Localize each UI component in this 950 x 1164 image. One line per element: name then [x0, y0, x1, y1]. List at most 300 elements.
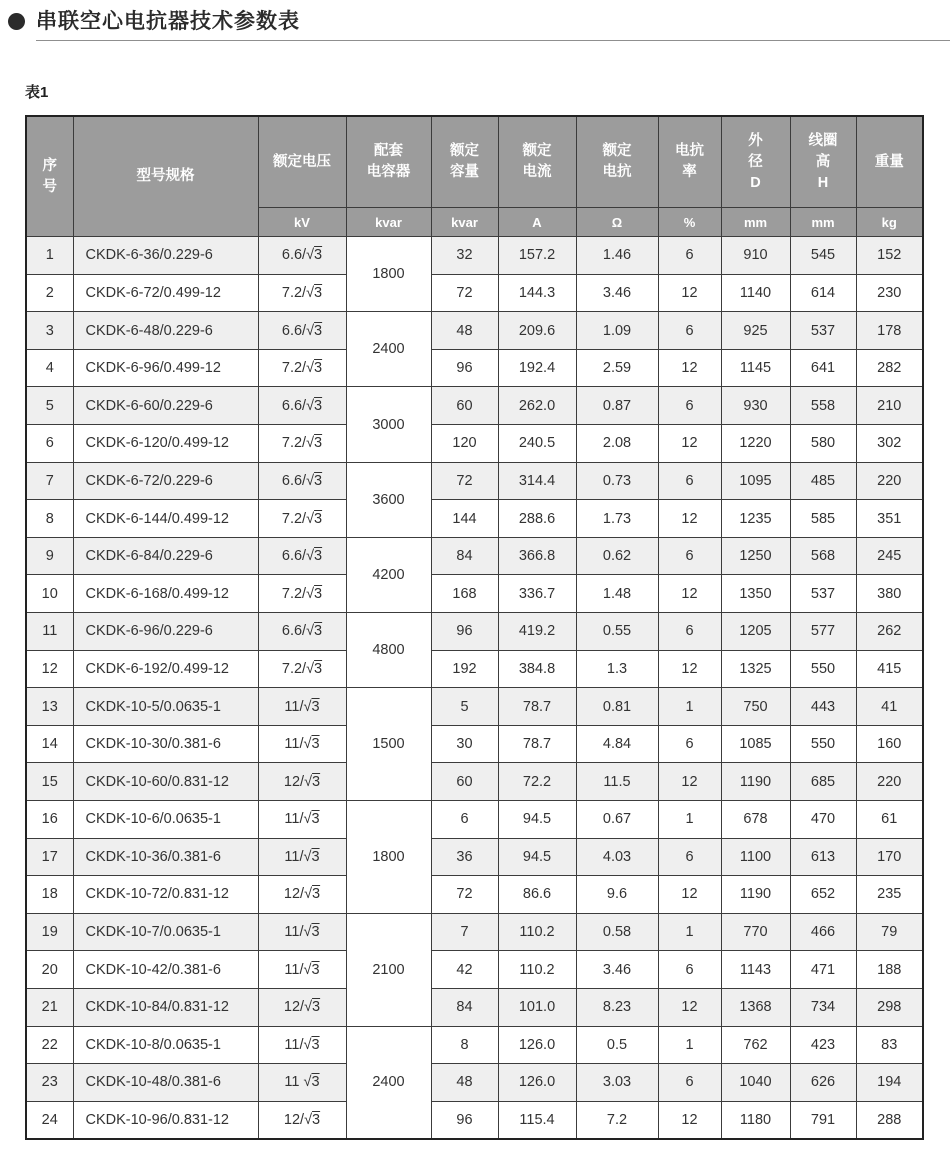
header-line: 序 [42, 157, 57, 174]
cell-model-spec: CKDK-10-96/0.831-12 [73, 1101, 258, 1139]
cell-reactance-rate: 12 [658, 1101, 721, 1139]
voltage-value: 11 [284, 1074, 304, 1091]
sqrt-icon: √ [303, 848, 312, 865]
table-row [26, 425, 923, 463]
voltage-value: 11/ [284, 1036, 304, 1053]
voltage-value: 6.6/ [281, 548, 307, 565]
cell-matching-capacitor: 3000 [346, 387, 431, 462]
header-line: 型号规格 [136, 168, 195, 185]
cell-outer-diameter: 1190 [721, 763, 790, 801]
sqrt-icon: √ [306, 472, 315, 489]
cell-rated-reactance: 4.03 [576, 838, 658, 876]
cell-weight: 79 [856, 913, 923, 951]
cell-rated-capacity: 32 [431, 237, 498, 275]
cell-reactance-rate: 12 [658, 274, 721, 312]
cell-rated-current: 314.4 [498, 462, 576, 500]
sqrt-radicand: 3 [314, 660, 323, 677]
voltage-value: 11/ [284, 736, 304, 753]
cell-rated-reactance: 3.46 [576, 274, 658, 312]
cell-rated-voltage [258, 274, 346, 312]
col-header-capacity [431, 116, 498, 208]
header-line: 重量 [874, 153, 904, 170]
cell-model-spec: CKDK-6-168/0.499-12 [73, 575, 258, 613]
sqrt-icon: √ [306, 284, 315, 301]
cell-rated-reactance: 3.46 [576, 951, 658, 989]
table-row [26, 575, 923, 613]
cell-model-spec: CKDK-6-192/0.499-12 [73, 650, 258, 688]
col-header-weight [856, 116, 923, 208]
cell-rated-capacity: 84 [431, 988, 498, 1026]
cell-rated-current: 78.7 [498, 725, 576, 763]
sqrt-icon: √ [303, 961, 312, 978]
cell-model-spec: CKDK-10-84/0.831-12 [73, 988, 258, 1026]
cell-rated-capacity: 5 [431, 688, 498, 726]
cell-rated-voltage [258, 988, 346, 1026]
cell-rated-voltage [258, 500, 346, 538]
cell-model-spec: CKDK-10-36/0.381-6 [73, 838, 258, 876]
sqrt-icon: √ [303, 1036, 312, 1053]
cell-serial-number: 12 [26, 650, 73, 688]
table-row [26, 312, 923, 350]
cell-serial-number: 22 [26, 1026, 73, 1064]
col-header-current [498, 116, 576, 208]
header-line: D [750, 174, 761, 191]
cell-rated-voltage [258, 913, 346, 951]
cell-outer-diameter: 1085 [721, 725, 790, 763]
header-row-labels [26, 116, 923, 208]
voltage-value: 12/ [283, 1112, 305, 1129]
page-title: 串联空心电抗器技术参数表 [36, 10, 300, 33]
cell-coil-height: 471 [790, 951, 856, 989]
cell-rated-reactance: 8.23 [576, 988, 658, 1026]
cell-rated-current: 144.3 [498, 274, 576, 312]
cell-rated-voltage [258, 763, 346, 801]
cell-rated-voltage [258, 951, 346, 989]
cell-rated-reactance: 9.6 [576, 876, 658, 914]
cell-rated-current: 336.7 [498, 575, 576, 613]
cell-rated-current: 86.6 [498, 876, 576, 914]
cell-weight: 188 [856, 951, 923, 989]
cell-weight: 220 [856, 763, 923, 801]
sqrt-radicand: 3 [314, 548, 323, 565]
cell-outer-diameter: 678 [721, 801, 790, 839]
voltage-value: 11/ [284, 698, 304, 715]
table-row [26, 537, 923, 575]
cell-serial-number: 1 [26, 237, 73, 275]
cell-coil-height: 485 [790, 462, 856, 500]
cell-outer-diameter: 1220 [721, 425, 790, 463]
cell-outer-diameter: 1190 [721, 876, 790, 914]
cell-model-spec: CKDK-6-72/0.229-6 [73, 462, 258, 500]
table-row [26, 237, 923, 275]
cell-matching-capacitor: 1800 [346, 237, 431, 312]
voltage-value: 6.6/ [281, 247, 307, 264]
sqrt-radicand: 3 [311, 924, 320, 941]
cell-rated-current: 94.5 [498, 838, 576, 876]
cell-rated-capacity: 7 [431, 913, 498, 951]
cell-model-spec: CKDK-10-48/0.381-6 [73, 1064, 258, 1102]
sqrt-icon: √ [304, 773, 313, 790]
unit-kg: kg [856, 208, 923, 237]
cell-outer-diameter: 1180 [721, 1101, 790, 1139]
cell-outer-diameter: 1205 [721, 613, 790, 651]
cell-rated-voltage [258, 462, 346, 500]
cell-reactance-rate: 12 [658, 349, 721, 387]
cell-outer-diameter: 910 [721, 237, 790, 275]
cell-reactance-rate: 6 [658, 237, 721, 275]
unit-ohm: Ω [576, 208, 658, 237]
cell-rated-current: 262.0 [498, 387, 576, 425]
cell-reactance-rate: 6 [658, 1064, 721, 1102]
cell-rated-current: 78.7 [498, 688, 576, 726]
sqrt-icon: √ [304, 886, 313, 903]
cell-coil-height: 652 [790, 876, 856, 914]
sqrt-radicand: 3 [311, 811, 320, 828]
sqrt-radicand: 3 [314, 360, 323, 377]
cell-outer-diameter: 1140 [721, 274, 790, 312]
cell-rated-capacity: 96 [431, 613, 498, 651]
unit-kv: kV [258, 208, 346, 237]
cell-reactance-rate: 12 [658, 425, 721, 463]
cell-reactance-rate: 6 [658, 312, 721, 350]
cell-weight: 298 [856, 988, 923, 1026]
cell-coil-height: 550 [790, 725, 856, 763]
cell-model-spec: CKDK-6-60/0.229-6 [73, 387, 258, 425]
header-line: 额定 [602, 143, 632, 160]
cell-serial-number: 24 [26, 1101, 73, 1139]
col-header-height [790, 116, 856, 208]
cell-reactance-rate: 1 [658, 801, 721, 839]
sqrt-icon: √ [306, 360, 315, 377]
cell-rated-capacity: 72 [431, 876, 498, 914]
header-line: 额定 [450, 143, 479, 160]
cell-weight: 230 [856, 274, 923, 312]
col-header-reactance [576, 116, 658, 208]
unit-kvar-capacitor: kvar [346, 208, 431, 237]
cell-rated-voltage [258, 876, 346, 914]
cell-serial-number: 9 [26, 537, 73, 575]
sqrt-icon: √ [306, 548, 315, 565]
cell-coil-height: 685 [790, 763, 856, 801]
voltage-value: 11/ [284, 924, 304, 941]
cell-weight: 380 [856, 575, 923, 613]
cell-rated-current: 126.0 [498, 1064, 576, 1102]
cell-reactance-rate: 6 [658, 462, 721, 500]
cell-rated-capacity: 120 [431, 425, 498, 463]
header-line: 电抗 [675, 143, 704, 160]
sqrt-radicand: 3 [311, 698, 320, 715]
cell-rated-voltage [258, 613, 346, 651]
voltage-value: 7.2/ [281, 284, 307, 301]
table-row [26, 349, 923, 387]
cell-rated-current: 209.6 [498, 312, 576, 350]
cell-rated-reactance: 0.55 [576, 613, 658, 651]
header-line: 线圈 [808, 132, 838, 149]
cell-coil-height: 734 [790, 988, 856, 1026]
cell-rated-reactance: 4.84 [576, 725, 658, 763]
cell-reactance-rate: 12 [658, 575, 721, 613]
cell-reactance-rate: 6 [658, 613, 721, 651]
voltage-value: 12/ [283, 773, 305, 790]
cell-outer-diameter: 1368 [721, 988, 790, 1026]
cell-rated-capacity: 48 [431, 1064, 498, 1102]
cell-reactance-rate: 12 [658, 988, 721, 1026]
sqrt-icon: √ [306, 660, 315, 677]
cell-weight: 351 [856, 500, 923, 538]
sqrt-icon: √ [303, 736, 312, 753]
cell-coil-height: 626 [790, 1064, 856, 1102]
cell-rated-current: 110.2 [498, 951, 576, 989]
cell-model-spec: CKDK-10-5/0.0635-1 [73, 688, 258, 726]
cell-rated-current: 366.8 [498, 537, 576, 575]
cell-model-spec: CKDK-10-6/0.0635-1 [73, 801, 258, 839]
unit-mm-height: mm [790, 208, 856, 237]
sqrt-radicand: 3 [311, 1074, 320, 1091]
cell-reactance-rate: 6 [658, 951, 721, 989]
cell-outer-diameter: 925 [721, 312, 790, 350]
cell-reactance-rate: 6 [658, 725, 721, 763]
cell-model-spec: CKDK-6-36/0.229-6 [73, 237, 258, 275]
cell-rated-current: 384.8 [498, 650, 576, 688]
table-label: 表1 [25, 84, 49, 102]
cell-serial-number: 17 [26, 838, 73, 876]
cell-serial-number: 3 [26, 312, 73, 350]
cell-rated-reactance: 7.2 [576, 1101, 658, 1139]
cell-weight: 160 [856, 725, 923, 763]
cell-weight: 245 [856, 537, 923, 575]
sqrt-radicand: 3 [311, 848, 320, 865]
cell-rated-current: 94.5 [498, 801, 576, 839]
sqrt-icon: √ [306, 322, 315, 339]
sqrt-radicand: 3 [311, 1036, 320, 1053]
col-header-rate [658, 116, 721, 208]
cell-rated-reactance: 0.58 [576, 913, 658, 951]
cell-rated-voltage [258, 425, 346, 463]
table-row [26, 1064, 923, 1102]
table-row [26, 500, 923, 538]
cell-model-spec: CKDK-10-72/0.831-12 [73, 876, 258, 914]
table-row [26, 688, 923, 726]
cell-rated-current: 110.2 [498, 913, 576, 951]
table-row [26, 801, 923, 839]
cell-rated-voltage [258, 838, 346, 876]
cell-serial-number: 10 [26, 575, 73, 613]
table-row [26, 650, 923, 688]
cell-weight: 288 [856, 1101, 923, 1139]
header-line: 径 [748, 153, 763, 170]
cell-rated-voltage [258, 1101, 346, 1139]
cell-serial-number: 18 [26, 876, 73, 914]
col-header-model [73, 116, 258, 237]
cell-rated-capacity: 30 [431, 725, 498, 763]
cell-weight: 152 [856, 237, 923, 275]
cell-rated-reactance: 0.81 [576, 688, 658, 726]
table-row [26, 838, 923, 876]
header-line: 率 [682, 164, 697, 181]
cell-reactance-rate: 12 [658, 650, 721, 688]
cell-rated-capacity: 48 [431, 312, 498, 350]
cell-model-spec: CKDK-10-7/0.0635-1 [73, 913, 258, 951]
cell-weight: 83 [856, 1026, 923, 1064]
cell-reactance-rate: 1 [658, 1026, 721, 1064]
cell-coil-height: 545 [790, 237, 856, 275]
cell-weight: 235 [856, 876, 923, 914]
table-row [26, 274, 923, 312]
cell-reactance-rate: 12 [658, 763, 721, 801]
table-row [26, 1026, 923, 1064]
voltage-value: 6.6/ [281, 397, 307, 414]
cell-serial-number: 7 [26, 462, 73, 500]
cell-rated-capacity: 36 [431, 838, 498, 876]
cell-outer-diameter: 1250 [721, 537, 790, 575]
cell-weight: 194 [856, 1064, 923, 1102]
cell-serial-number: 8 [26, 500, 73, 538]
cell-outer-diameter: 750 [721, 688, 790, 726]
voltage-value: 7.2/ [281, 585, 307, 602]
cell-rated-voltage [258, 725, 346, 763]
cell-serial-number: 20 [26, 951, 73, 989]
header-line: 外 [748, 132, 763, 149]
table-row [26, 763, 923, 801]
cell-outer-diameter: 1095 [721, 462, 790, 500]
cell-rated-current: 240.5 [498, 425, 576, 463]
cell-model-spec: CKDK-6-144/0.499-12 [73, 500, 258, 538]
sqrt-radicand: 3 [311, 961, 320, 978]
cell-rated-current: 126.0 [498, 1026, 576, 1064]
voltage-value: 12/ [283, 999, 305, 1016]
col-header-no [26, 116, 73, 237]
voltage-value: 6.6/ [281, 623, 307, 640]
sqrt-radicand: 3 [312, 886, 321, 903]
sqrt-radicand: 3 [312, 999, 321, 1016]
cell-rated-reactance: 2.59 [576, 349, 658, 387]
sqrt-radicand: 3 [314, 435, 323, 452]
cell-serial-number: 2 [26, 274, 73, 312]
table-row [26, 387, 923, 425]
sqrt-radicand: 3 [314, 247, 323, 264]
cell-coil-height: 558 [790, 387, 856, 425]
cell-coil-height: 577 [790, 613, 856, 651]
spec-table [25, 115, 924, 1140]
unit-kvar-capacity: kvar [431, 208, 498, 237]
cell-rated-current: 115.4 [498, 1101, 576, 1139]
table-row [26, 1101, 923, 1139]
voltage-value: 12/ [283, 886, 305, 903]
unit-percent: % [658, 208, 721, 237]
cell-rated-reactance: 3.03 [576, 1064, 658, 1102]
cell-model-spec: CKDK-10-30/0.381-6 [73, 725, 258, 763]
unit-mm-diameter: mm [721, 208, 790, 237]
sqrt-icon: √ [303, 811, 312, 828]
cell-rated-voltage [258, 801, 346, 839]
header-line: 额定 [522, 143, 552, 160]
cell-weight: 282 [856, 349, 923, 387]
voltage-value: 11/ [284, 848, 304, 865]
cell-outer-diameter: 762 [721, 1026, 790, 1064]
voltage-value: 6.6/ [281, 322, 307, 339]
cell-outer-diameter: 1100 [721, 838, 790, 876]
cell-coil-height: 641 [790, 349, 856, 387]
cell-serial-number: 15 [26, 763, 73, 801]
cell-rated-capacity: 72 [431, 462, 498, 500]
table-row [26, 951, 923, 989]
cell-rated-reactance: 1.73 [576, 500, 658, 538]
cell-serial-number: 4 [26, 349, 73, 387]
sqrt-radicand: 3 [312, 773, 321, 790]
cell-outer-diameter: 1040 [721, 1064, 790, 1102]
cell-serial-number: 19 [26, 913, 73, 951]
cell-reactance-rate: 6 [658, 537, 721, 575]
cell-rated-reactance: 11.5 [576, 763, 658, 801]
cell-rated-reactance: 2.08 [576, 425, 658, 463]
cell-reactance-rate: 1 [658, 688, 721, 726]
cell-model-spec: CKDK-6-84/0.229-6 [73, 537, 258, 575]
sqrt-icon: √ [303, 698, 312, 715]
unit-ampere: A [498, 208, 576, 237]
cell-serial-number: 14 [26, 725, 73, 763]
title-divider [36, 40, 950, 41]
cell-model-spec: CKDK-10-60/0.831-12 [73, 763, 258, 801]
bullet-icon [8, 13, 25, 30]
cell-coil-height: 537 [790, 312, 856, 350]
cell-rated-capacity: 168 [431, 575, 498, 613]
header-line: 电容器 [366, 164, 411, 181]
cell-reactance-rate: 12 [658, 876, 721, 914]
cell-model-spec: CKDK-10-42/0.381-6 [73, 951, 258, 989]
cell-rated-capacity: 42 [431, 951, 498, 989]
cell-rated-voltage [258, 312, 346, 350]
cell-matching-capacitor: 1800 [346, 801, 431, 914]
sqrt-icon: √ [306, 585, 315, 602]
cell-outer-diameter: 930 [721, 387, 790, 425]
cell-model-spec: CKDK-6-72/0.499-12 [73, 274, 258, 312]
cell-coil-height: 613 [790, 838, 856, 876]
sqrt-radicand: 3 [314, 284, 323, 301]
sqrt-icon: √ [306, 397, 315, 414]
cell-matching-capacitor: 4800 [346, 613, 431, 688]
sqrt-icon: √ [306, 510, 315, 527]
header-line: 容量 [450, 164, 479, 181]
sqrt-radicand: 3 [314, 510, 323, 527]
cell-outer-diameter: 1143 [721, 951, 790, 989]
cell-model-spec: CKDK-6-96/0.499-12 [73, 349, 258, 387]
cell-weight: 220 [856, 462, 923, 500]
voltage-value: 6.6/ [281, 472, 307, 489]
cell-weight: 61 [856, 801, 923, 839]
sqrt-radicand: 3 [314, 472, 323, 489]
cell-reactance-rate: 6 [658, 387, 721, 425]
voltage-value: 7.2/ [281, 360, 307, 377]
cell-matching-capacitor: 2100 [346, 913, 431, 1026]
col-header-capacitor [346, 116, 431, 208]
cell-rated-voltage [258, 1026, 346, 1064]
cell-model-spec: CKDK-6-120/0.499-12 [73, 425, 258, 463]
header-line: 号 [42, 178, 57, 195]
cell-rated-reactance: 0.67 [576, 801, 658, 839]
cell-outer-diameter: 1350 [721, 575, 790, 613]
table-row [26, 876, 923, 914]
cell-coil-height: 585 [790, 500, 856, 538]
voltage-value: 7.2/ [281, 660, 307, 677]
cell-rated-reactance: 0.5 [576, 1026, 658, 1064]
cell-coil-height: 568 [790, 537, 856, 575]
table-row [26, 462, 923, 500]
cell-weight: 262 [856, 613, 923, 651]
sqrt-radicand: 3 [314, 397, 323, 414]
cell-rated-capacity: 60 [431, 387, 498, 425]
cell-rated-reactance: 1.48 [576, 575, 658, 613]
cell-serial-number: 11 [26, 613, 73, 651]
